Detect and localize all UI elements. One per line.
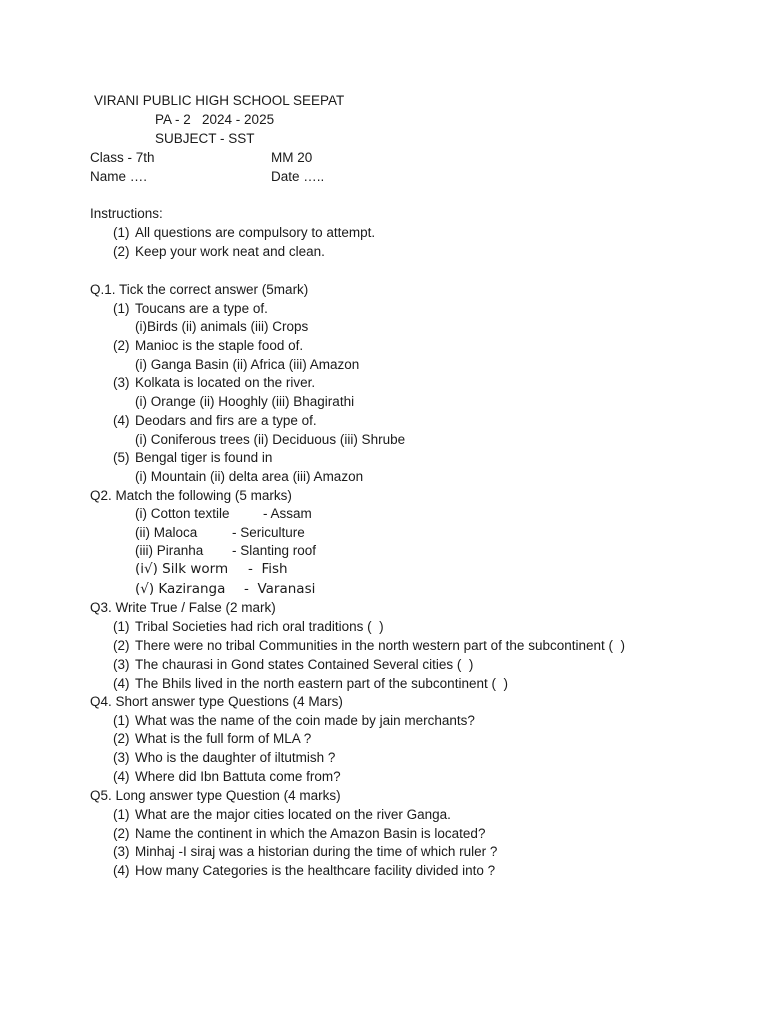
q5-question: Minhaj -I siraj was a historian during the time of which ruler ?: [135, 844, 498, 859]
q3-statement: There were no tribal Communities in the north western part of the subcontinent ( ): [135, 638, 625, 653]
match-right: - Slanting roof: [232, 543, 317, 558]
q1-question: Toucans are a type of.: [135, 301, 268, 316]
q1-options: (i) Mountain (ii) delta area (iii) Amazon: [135, 469, 364, 484]
match-right: - Sericulture: [232, 525, 305, 540]
instructions-title: Instructions:: [90, 206, 163, 221]
match-left: (ii) Maloca: [135, 525, 198, 540]
date-line: Date …..: [271, 169, 325, 184]
q3-statement: The chaurasi in Gond states Contained Several cities ( ): [135, 657, 474, 672]
list-number: (4): [113, 413, 130, 428]
exam-title: PA - 2 2024 - 2025: [155, 112, 275, 127]
instruction-item: All questions are compulsory to attempt.: [135, 225, 376, 240]
q4-question: Where did Ibn Battuta come from?: [135, 769, 341, 784]
q1-options: (i) Orange (ii) Hooghly (iii) Bhagirathi: [135, 394, 355, 409]
q1-question: Deodars and firs are a type of.: [135, 413, 317, 428]
list-number: (1): [113, 807, 130, 822]
q1-question: Kolkata is located on the river.: [135, 375, 316, 390]
match-left: (i√) Silk worm: [135, 561, 229, 577]
school-name: VIRANI PUBLIC HIGH SCHOOL SEEPAT: [94, 93, 345, 108]
q1-options: (i) Ganga Basin (ii) Africa (iii) Amazon: [135, 357, 360, 372]
list-number: (1): [113, 713, 130, 728]
list-number: (3): [113, 844, 130, 859]
q5-question: Name the continent in which the Amazon Basin is located?: [135, 826, 486, 841]
list-number: (2): [113, 826, 130, 841]
match-right: - Fish: [248, 561, 288, 577]
match-left: (iii) Piranha: [135, 543, 204, 558]
q4-question: Who is the daughter of iltutmish ?: [135, 750, 336, 765]
q5-question: What are the major cities located on the river Ganga.: [135, 807, 451, 822]
q1-title: Q.1. Tick the correct answer (5mark): [90, 282, 309, 297]
list-number: (3): [113, 750, 130, 765]
q3-statement: The Bhils lived in the north eastern part of the subcontinent ( ): [135, 676, 508, 691]
list-number: (2): [113, 638, 130, 653]
match-left: (i) Cotton textile: [135, 506, 230, 521]
list-number: (2): [113, 338, 130, 353]
q5-question: How many Categories is the healthcare facility divided into ?: [135, 863, 496, 878]
list-number: (4): [113, 676, 130, 691]
subject-line: SUBJECT - SST: [155, 131, 255, 146]
q4-question: What was the name of the coin made by jain merchants?: [135, 713, 475, 728]
q3-title: Q3. Write True / False (2 mark): [90, 600, 276, 615]
name-line: Name ….: [90, 169, 148, 184]
list-number: (1): [113, 225, 130, 240]
q5-title: Q5. Long answer type Question (4 marks): [90, 788, 341, 803]
list-number: (3): [113, 375, 130, 390]
q1-question: Manioc is the staple food of.: [135, 338, 304, 353]
list-number: (3): [113, 657, 130, 672]
list-number: (4): [113, 769, 130, 784]
q1-options: (i) Coniferous trees (ii) Deciduous (iii) Shrube: [135, 432, 406, 447]
q1-question: Bengal tiger is found in: [135, 450, 273, 465]
list-number: (4): [113, 863, 130, 878]
match-right: - Assam: [263, 506, 312, 521]
list-number: (1): [113, 301, 130, 316]
q4-title: Q4. Short answer type Questions (4 Mars): [90, 694, 343, 709]
q1-options: (i)Birds (ii) animals (iii) Crops: [135, 319, 309, 334]
instruction-item: Keep your work neat and clean.: [135, 244, 325, 259]
q4-question: What is the full form of MLA ?: [135, 731, 312, 746]
match-right: - Varanasi: [244, 581, 316, 597]
list-number: (2): [113, 244, 130, 259]
match-left: (√) Kaziranga: [135, 581, 226, 597]
class-line: Class - 7th: [90, 150, 155, 165]
q2-title: Q2. Match the following (5 marks): [90, 488, 292, 503]
list-number: (1): [113, 619, 130, 634]
max-marks: MM 20: [271, 150, 313, 165]
list-number: (5): [113, 450, 130, 465]
q3-statement: Tribal Societies had rich oral traditions ( ): [135, 619, 384, 634]
list-number: (2): [113, 731, 130, 746]
